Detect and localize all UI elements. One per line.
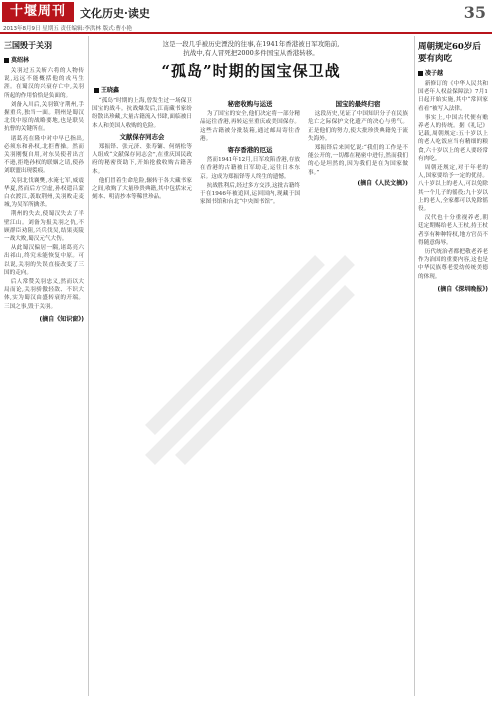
center-paragraph: 郑振铎后来回忆说:“我们的工作是不能公开的,一切都在秘密中进行,然而我们的心是坦然的,因为我们是在为国家做事。” (308, 145, 408, 176)
byline-square-icon (4, 58, 9, 63)
date-line: 2013年8月9日 星期五 责任编辑:李洪林 版式:曹小艳 (3, 26, 132, 32)
left-byline-text: 莫绍林 (11, 57, 30, 64)
center-columns (92, 97, 410, 207)
left-paragraph: 刘备入川后,关羽镇守荆州,手握重兵,独当一面。荆州是蜀汉北伐中原的战略要地,也是联吴抗曹的关键所在。 (4, 101, 84, 133)
left-article-source: (摘自《知识窗》) (39, 315, 84, 323)
column-divider (88, 36, 89, 696)
center-kicker-line: 抗战中,有人冒死把2000多件国宝从香港转移。 (183, 49, 319, 57)
center-paragraph: 然而1941年12月,日军攻陷香港,存放在香港的古籍被日军劫走,运往日本东京。这成为郑振铎等人终生的遗憾。 (200, 157, 300, 180)
right-article-body (418, 80, 488, 281)
center-article (92, 40, 410, 696)
right-paragraph: 事实上,中国古代便有赡养老人的传统。据《礼记》记载,周朝规定:五十岁以上的老人吃饭应当有精细的粮食,六十岁以上的老人要经常有肉吃。 (418, 114, 488, 162)
right-paragraph: 新修订的《中华人民共和国老年人权益保障法》7月1日起开始实施,其中“常回家看看”被写入法律。 (418, 81, 488, 112)
right-paragraph: 历代统治者都把敬老养老作为治国的重要内容,这也是中华民族尊老爱幼传统美德的体现。 (418, 249, 488, 280)
section-title: 文化历史·读史 (80, 7, 150, 20)
center-paragraph: 抗战胜利后,经过多方交涉,这批古籍终于在1946年被追回,运回国内,现藏于国家图书馆和台北“中央图书馆”。 (200, 182, 300, 206)
left-paragraph: 荆州的失去,使蜀汉失去了半壁江山。刘备为报关羽之仇,不顾群臣劝阻,兴兵伐吴,结果夷陵一战大败,蜀汉元气大伤。 (4, 211, 84, 243)
left-paragraph: 关羽北伐襄樊,水淹七军,威震华夏,然而后方空虚,孙权遣吕蒙白衣渡江,袭取荆州,关羽败走麦城,为吴军所擒杀。 (4, 177, 84, 209)
center-article-byline (94, 85, 410, 94)
left-article-body (4, 67, 84, 311)
center-paragraph: “孤岛”时期的上海,曾发生过一场保卫国宝的战斗。抗战爆发后,江南藏书家纷纷散出珍藏,大量古籍流入书肆,面临被日本人和美国人收购的危险。 (92, 98, 192, 129)
center-subhead: 寄存香港的厄运 (227, 146, 273, 155)
right-article-source: (摘自《深圳晚报》) (437, 285, 488, 293)
column-divider (414, 36, 415, 696)
center-column-1 (92, 97, 192, 207)
byline-square-icon (418, 71, 423, 76)
left-paragraph: 关羽过五关斩六将的人物传说,远远不能概括他的戎马生涯。在蜀汉的兴衰存亡中,关羽所起的作用恰恰是负面的。 (4, 68, 84, 99)
masthead (0, 0, 492, 30)
byline-square-icon (94, 88, 99, 93)
page-number: 35 (463, 3, 486, 22)
center-column-2 (200, 97, 300, 207)
center-byline-text: 王晓鑫 (101, 87, 120, 94)
left-paragraph: 后人常赞关羽忠义,然而以大局而论,关羽骄傲轻敌、不识大体,实为蜀汉由盛转衰的开端。三国之事,毁于关羽。 (4, 279, 84, 310)
brand-logo: 十堰周刊 (2, 2, 74, 22)
right-article (418, 40, 488, 696)
left-article-byline (4, 55, 84, 64)
center-paragraph: 这段历史,见证了中国知识分子在民族危亡之际保护文化遗产的决心与勇气。正是他们的努力,使大批珍贵典籍免于流失海外。 (308, 111, 408, 142)
center-paragraph: 为了国宝的安全,他们决定将一部分精品运往香港,再转运至重庆或美国保存。这些古籍被分批装箱,通过邮局寄往香港。 (200, 111, 300, 142)
center-subhead: 秘密收购与运送 (227, 100, 273, 108)
right-paragraph: 汉代也十分重视养老,朝廷定期赐给老人王杖,持王杖者享有种种特权,地方官员不得随意侮辱。 (418, 215, 488, 246)
center-kicker-line: 这是一段几乎被历史湮没的往事,在1941年香港被日军攻陷前, (162, 40, 340, 48)
center-paragraph: 他们冒着生命危险,辗转于各大藏书家之间,收购了大量珍贵典籍,其中包括宋元刻本、明清抄本等稀世珍品。 (92, 177, 192, 201)
center-article-title: “孤岛”时期的国宝保卫战 (161, 62, 341, 80)
center-subhead: 文献保存同志会 (119, 132, 165, 141)
header-rule (0, 32, 492, 34)
left-paragraph: 诸葛亮在隆中对中早已指出,必须东和孙权,北拒曹操。然而关羽刚愎自用,对东吴使者出言不逊,拒绝孙权的联姻之请,使孙刘联盟出现裂痕。 (4, 135, 84, 175)
left-article-title: 三国毁于关羽 (4, 40, 52, 50)
center-column-3 (308, 97, 408, 207)
right-article-byline (418, 68, 488, 77)
left-paragraph: 从此蜀汉偏居一隅,诸葛亮六出祁山,终究未能恢复中原。可以说,关羽的失误直接改变了三国的走向。 (4, 245, 84, 276)
left-article (4, 40, 84, 696)
center-subhead: 国宝的最终归宿 (335, 100, 381, 108)
center-article-source: (摘自《人民文摘》) (357, 179, 408, 187)
center-paragraph: 郑振铎、张元济、张寿镛、何炳松等人组成“文献保存同志会”,在重庆国民政府的秘密资助下,开始抢救收购古籍善本。 (92, 144, 192, 175)
right-byline-text: 凌子越 (425, 70, 444, 77)
right-article-title: 周朝规定60岁后要有肉吃 (418, 42, 481, 64)
right-paragraph: 周朝还规定,对于年老的人,国家要给予一定的优待。八十岁以上的老人,可以免除其一个儿子的徭役;九十岁以上的老人,全家都可以免除徭役。 (418, 165, 488, 213)
